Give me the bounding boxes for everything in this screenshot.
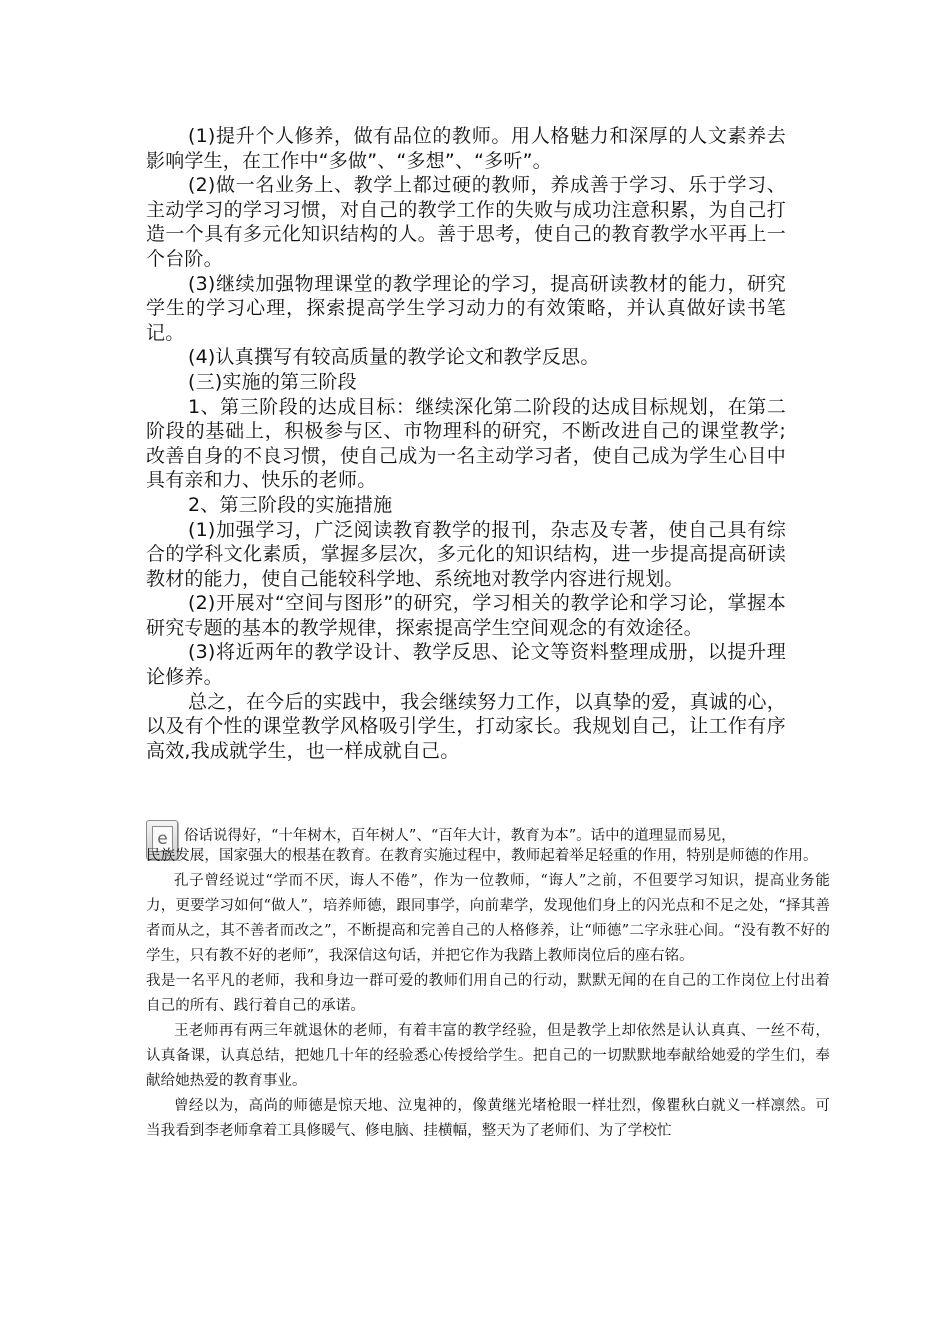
section-heading: (三)实施的第三阶段 bbox=[188, 370, 357, 393]
subsection-heading: 2、第三阶段的实施措施 bbox=[188, 493, 393, 516]
paragraph: 曾经以为，高尚的师德是惊天地、泣鬼神的，像黄继光堵枪眼一样壮烈，像瞿秋白就义一样凛然。可当我看到李老师拿着工具修暖气、修电脑、挂横幅，整天为了老师们、为了学校忙 bbox=[146, 1098, 830, 1139]
paragraph: (2)做一名业务上、教学上都过硬的教师，养成善于学习、乐于学习、主动学习的学习习惯，对自己的教学工作的失败与成功注意积累，为自己打造一个具有多元化知识结构的人。善于思考，使自己的教育教学水平再上一个台阶。 bbox=[146, 174, 786, 270]
paragraph: 总之，在今后的实践中，我会继续努力工作，以真挚的爱，真诚的心，以及有个性的课堂教学风格吸引学生，打动家长。我规划自己，让工作有序高效,我成就学生，也一样成就自己。 bbox=[146, 690, 786, 762]
paragraph: 民族发展，国家强大的根基在教育。在教育实施过程中，教师起着举足轻重的作用，特别是师德的作用。 bbox=[146, 848, 818, 864]
paragraph: (4)认真撰写有较高质量的教学论文和教学反思。 bbox=[188, 346, 600, 369]
lower-section bbox=[146, 844, 830, 1144]
paragraph: 王老师再有两三年就退休的老师，有着丰富的教学经验，但是教学上却依然是认认真真、一丝不苟，认真备课，认真总结，把她几十年的经验悉心传授给学生。把自己的一切默默地奉献给她爱的学生们，奉献给她热爱的教育事业。 bbox=[146, 1023, 830, 1089]
paragraph: 孔子曾经说过“学而不厌，诲人不倦”，作为一位教师，“诲人”之前，不但要学习知识，提高业务能力，更要学习如何“做人”，培养师德，跟同事学，向前辈学，发现他们身上的闪光点和不足之处，“择其善者而从之，其不善者而改之”，不断提高和完善自己的人格修养，让“师德”二字永驻心间。“没有教不好的学生，只有教不好的老师”，我深信这句话，并把它作为我踏上教师岗位后的座右铭。 bbox=[146, 873, 830, 964]
paragraph: 1、第三阶段的达成目标：继续深化第二阶段的达成目标规划，在第二阶段的基础上，积极参与区、市物理科的研究，不断改进自己的课堂教学;改善自身的不良习惯，使自己成为一名主动学习者，使自己成为学生心目中具有亲和力、快乐的老师。 bbox=[146, 395, 786, 492]
paragraph: (1)加强学习，广泛阅读教育教学的报刊，杂志及专著，使自己具有综合的学科文化素质，掌握多层次，多元化的知识结构，进一步提高提高研读教材的能力，使自己能较科学地、系统地对教学内容进行规划。 bbox=[146, 518, 786, 590]
paragraph: (2)开展对“空间与图形”的研究，学习相关的教学论和学习论，掌握本研究专题的基本的教学规律，探索提高学生空间观念的有效途径。 bbox=[146, 592, 786, 639]
paragraph: 我是一名平凡的老师，我和身边一群可爱的教师们用自己的行动，默默无闻的在自己的工作岗位上付出着自己的所有、践行着自己的承诺。 bbox=[146, 973, 830, 1014]
paragraph: (3)将近两年的教学设计、教学反思、论文等资料整理成册，以提升理论修养。 bbox=[146, 641, 786, 689]
document-icon-glyph: e bbox=[152, 826, 173, 852]
paragraph-first-line: 俗话说得好，“十年树木，百年树人”、“百年大计，教育为本”。话中的道理显而易见， bbox=[184, 828, 736, 844]
paragraph: (3)继续加强物理课堂的教学理论的学习，提高研读教材的能力，研究学生的学习心理，探索提高学生学习动力的有效策略，并认真做好读书笔记。 bbox=[146, 272, 786, 344]
upper-section bbox=[146, 124, 786, 763]
paragraph: (1)提升个人修养，做有品位的教师。用人格魅力和深厚的人文素养去影响学生，在工作中“多做”、“多想”、“多听”。 bbox=[146, 125, 786, 172]
